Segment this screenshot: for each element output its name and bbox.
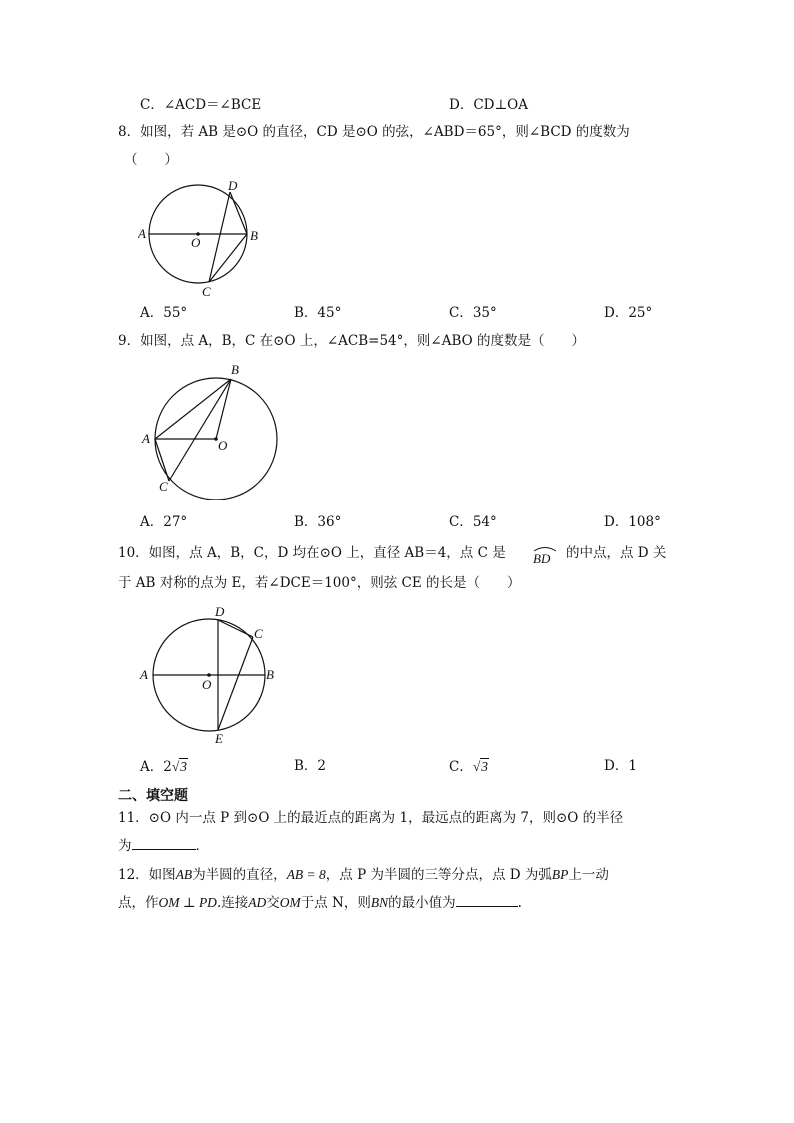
q12-line1 — [118, 868, 609, 883]
q12-l1-part-b: 为半圆的直径， — [192, 867, 287, 883]
q9-option-d: D．108° — [604, 514, 661, 530]
q10-stem-part2: 的中点，点 D 关 — [566, 545, 667, 561]
q10-option-a-prefix: A．2 — [140, 759, 172, 775]
q11-line1: 11．⊙O 内一点 P 到⊙O 上的最近点的距离为 1，最远点的距离为 7，则⊙O 的半径 — [118, 810, 624, 826]
q12-math-ab-eq: AB = 8 — [286, 867, 326, 882]
q8-label-o: O — [191, 235, 201, 250]
q10-label-a: A — [140, 667, 148, 682]
q11-line2 — [118, 840, 209, 854]
q8-option-a: A．55° — [140, 305, 188, 321]
q12-l2-part-b: .连接 — [216, 895, 249, 911]
q8-option-b: B．45° — [294, 305, 342, 321]
section-title: 二、填空题 — [118, 788, 188, 804]
q8-label-c: C — [202, 284, 211, 299]
q12-l1-part-d: 上一动 — [568, 867, 609, 883]
q12-answer-blank[interactable] — [456, 905, 518, 907]
q9-radius-bo — [216, 379, 231, 439]
q12-l1-part-c: ，点 P 为半圆的三等分点，点 D 为弧 — [325, 867, 552, 883]
q9-label-a: A — [142, 431, 150, 446]
sqrt-symbol: √3 — [472, 759, 489, 774]
q12-line2 — [118, 896, 522, 911]
q9-option-c: C．54° — [449, 514, 497, 530]
q8-label-d: D — [228, 178, 238, 193]
q9-chord-bc — [169, 379, 231, 481]
q10-option-d: D．1 — [604, 758, 637, 774]
q9-chord-ab — [155, 379, 231, 439]
q10-chord-dc — [218, 620, 253, 637]
q10-label-b: B — [266, 667, 274, 682]
q12-math-ad: AD — [248, 895, 267, 910]
q10-label-e: E — [215, 731, 223, 746]
q10-option-a — [140, 760, 188, 775]
q10-stem-part1: 10．如图，点 A，B，C，D 均在⊙O 上，直径 AB＝4，点 C 是 — [118, 545, 506, 561]
q10-option-a-radicand: 3 — [180, 759, 188, 774]
q10-label-d: D — [215, 604, 225, 619]
q12-l2-part-d: 于点 N，则 — [300, 895, 371, 911]
q8-stem: 8．如图，若 AB 是⊙O 的直径，CD 是⊙O 的弦，∠ABD＝65°，则∠BCD 的度数为 — [118, 124, 630, 140]
q11-line2-prefix: 为 — [118, 838, 132, 854]
q10-arc-label: BD — [533, 551, 551, 565]
sqrt-symbol: √3 — [171, 759, 188, 774]
q9-option-a: A．27° — [140, 514, 188, 530]
q10-option-c-prefix: C． — [449, 759, 473, 775]
q7-option-c: C．∠ACD＝∠BCE — [140, 97, 262, 113]
q10-label-o: O — [202, 677, 212, 692]
q8-option-d: D．25° — [604, 305, 653, 321]
q9-label-c: C — [159, 479, 168, 494]
q10-arc-symbol — [530, 543, 560, 565]
q12-l2-part-f: . — [517, 895, 522, 911]
q8-option-c: C．35° — [449, 305, 497, 321]
q12-l2-part-c: 交 — [266, 895, 280, 911]
q12-math-bn: BN — [370, 895, 389, 910]
q12-l2-part-e: 的最小值为 — [388, 895, 456, 911]
q12-math-om: OM — [279, 895, 301, 910]
q10-label-c: C — [254, 626, 263, 641]
q9-figure — [138, 360, 288, 500]
q9-label-b: B — [231, 362, 239, 377]
q11-answer-blank[interactable] — [132, 848, 196, 850]
q10-figure — [138, 600, 283, 750]
q12-math-bp: BP — [551, 867, 569, 882]
q8-chord-db — [230, 192, 247, 234]
q11-line2-suffix: ． — [195, 838, 209, 854]
q10-stem-part3: 于 AB 对称的点为 E，若∠DCE＝100°，则弦 CE 的长是（ ） — [118, 575, 521, 591]
q9-label-o: O — [218, 438, 228, 453]
q8-figure — [138, 176, 268, 301]
q8-label-a: A — [138, 226, 146, 241]
q7-option-d: D．CD⊥OA — [449, 97, 528, 113]
q12-math-om-perp-pd: OM ⊥ PD — [158, 895, 217, 910]
q10-option-b: B．2 — [294, 758, 327, 774]
q10-option-c — [449, 760, 489, 775]
q8-paren: （ ） — [124, 152, 178, 168]
q12-l2-part-a: 点，作 — [118, 895, 159, 911]
q9-stem: 9．如图，点 A，B，C 在⊙O 上，∠ACB=54°，则∠ABO 的度数是（ ） — [118, 333, 585, 349]
q8-label-b: B — [250, 228, 258, 243]
q10-arc-bd — [530, 543, 560, 569]
q9-chord-ac — [155, 439, 169, 481]
q12-l1-part-a: 12．如图 — [118, 867, 176, 883]
q12-math-ab: AB — [175, 867, 193, 882]
q10-option-c-radicand: 3 — [481, 759, 489, 774]
q9-option-b: B．36° — [294, 514, 342, 530]
